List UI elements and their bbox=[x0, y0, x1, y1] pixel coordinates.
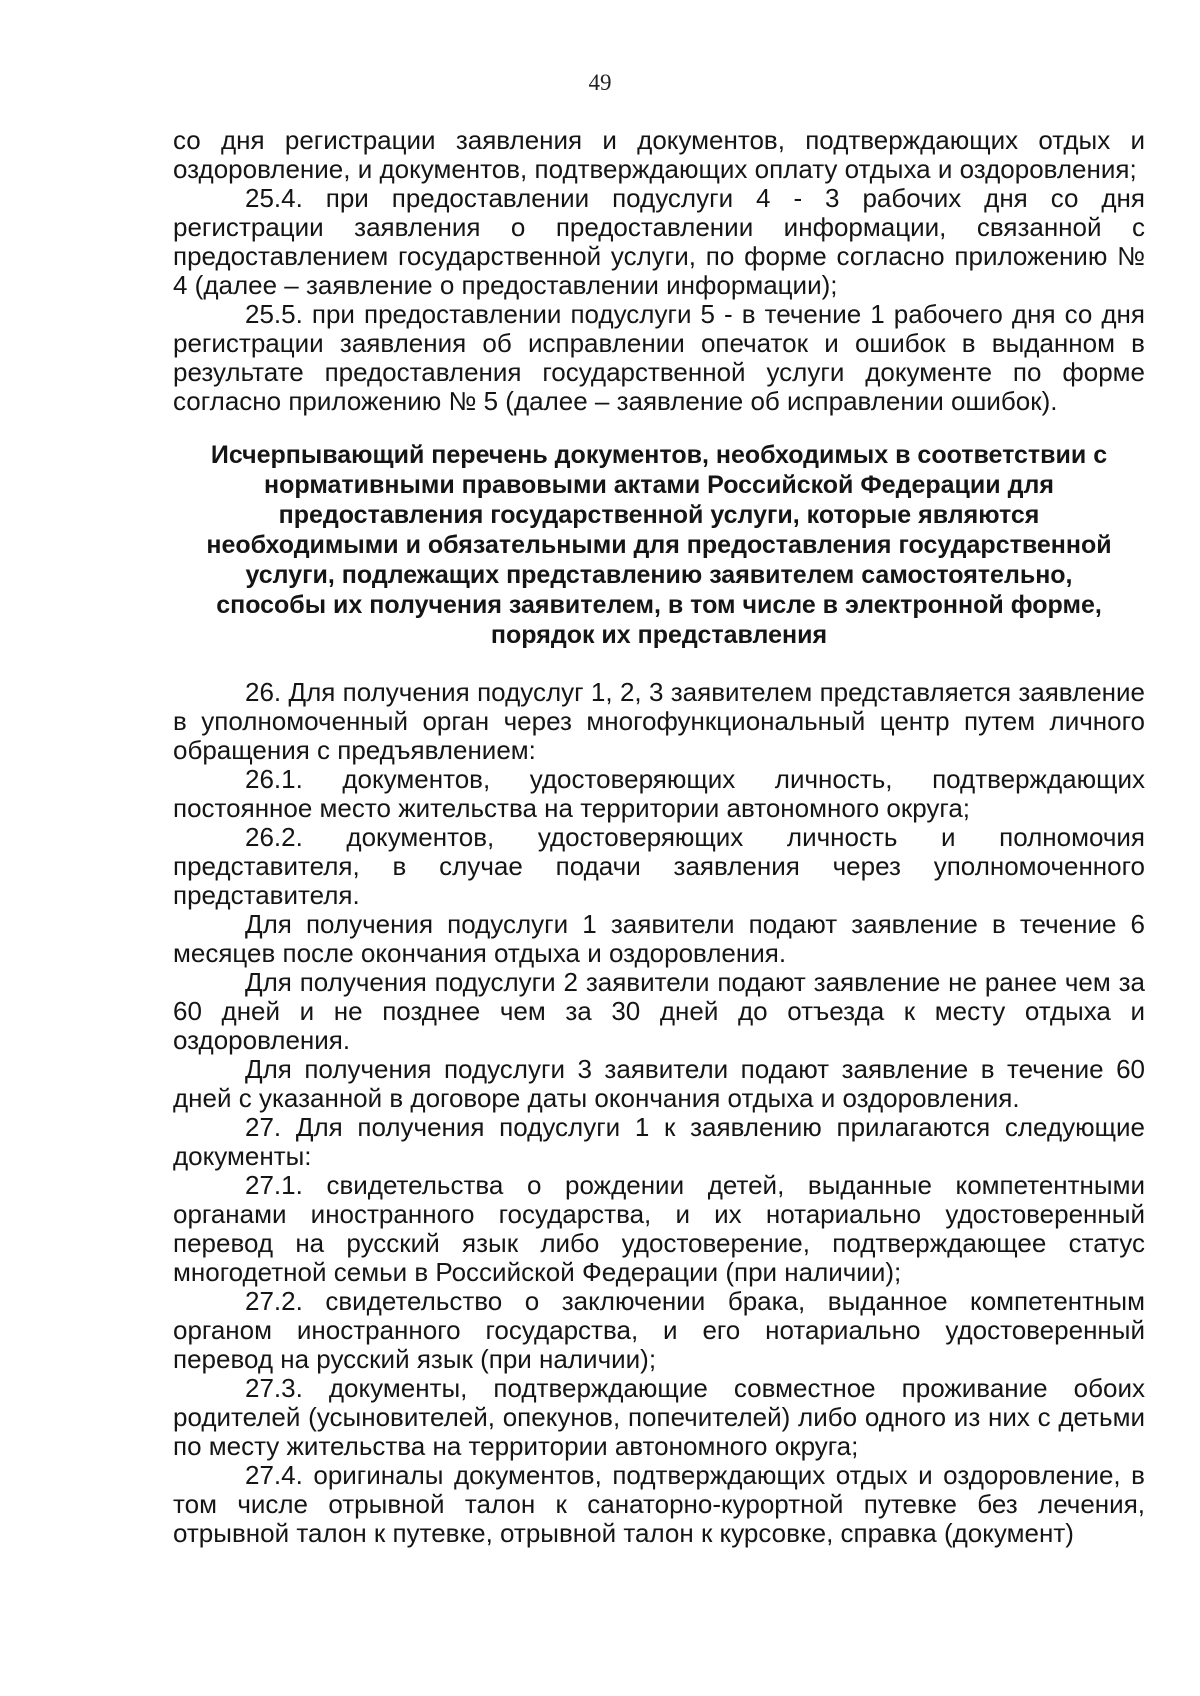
paragraph-27-3: 27.3. документы, подтверждающие совместное проживание обоих родителей (усыновителей, опекунов, попечителей) либо одного из них с детьми по месту жительства на территории автономного округа; bbox=[173, 1373, 1145, 1461]
paragraph-subservice-2-deadline: Для получения подуслуги 2 заявители подают заявление не ранее чем за 60 дней и не позднее чем за 30 дней до отъезда к месту отдыха и оздоровления. bbox=[173, 967, 1145, 1055]
paragraph-26-1: 26.1. документов, удостоверяющих личность, подтверждающих постоянное место жительства на территории автономного округа; bbox=[173, 764, 1145, 823]
bottom-paragraphs bbox=[173, 678, 1145, 1548]
document-body bbox=[173, 126, 1145, 1548]
paragraph-25-5: 25.5. при предоставлении подуслуги 5 - в течение 1 рабочего дня со дня регистрации заявления об исправлении опечаток и ошибок в выданном в результате предоставления государственной услуги документе по форме согласно приложению № 5 (далее – заявление об исправлении ошибок). bbox=[173, 299, 1145, 416]
paragraph-subservice-1-deadline: Для получения подуслуги 1 заявители подают заявление в течение 6 месяцев после окончания отдыха и оздоровления. bbox=[173, 909, 1145, 968]
paragraph-subservice-3-deadline: Для получения подуслуги 3 заявители подают заявление в течение 60 дней с указанной в договоре даты окончания отдыха и оздоровления. bbox=[173, 1054, 1145, 1113]
paragraph-27: 27. Для получения подуслуги 1 к заявлению прилагаются следующие документы: bbox=[173, 1112, 1145, 1171]
paragraph-27-4: 27.4. оригиналы документов, подтверждающих отдых и оздоровление, в том числе отрывной талон к санаторно-курортной путевке без лечения, отрывной талон к путевке, отрывной талон к курсовке, справка (документ) bbox=[173, 1460, 1145, 1548]
paragraph-27-1: 27.1. свидетельства о рождении детей, выданные компетентными органами иностранного государства, и их нотариально удостоверенный перевод на русский язык либо удостоверение, подтверждающее статус многодетной семьи в Российской Федерации (при наличии); bbox=[173, 1170, 1145, 1287]
paragraph-26: 26. Для получения подуслуг 1, 2, 3 заявителем представляется заявление в уполномоченный орган через многофункциональный центр путем личного обращения с предъявлением: bbox=[173, 677, 1145, 765]
section-heading: Исчерпывающий перечень документов, необходимых в соответствии с нормативными правовыми актами Российской Федерации для предоставления государственной услуги, которые являются необходимыми и обязательными для предоставления государственной услуги, подлежащих представлению заявителем самостоятельно, способы их получения заявителем, в том числе в электронной форме, порядок их представления bbox=[206, 441, 1112, 649]
page-number: 49 bbox=[588, 70, 612, 95]
top-paragraphs bbox=[173, 126, 1145, 416]
paragraph-registration-continuation: со дня регистрации заявления и документов, подтверждающих отдых и оздоровление, и документов, подтверждающих оплату отдыха и оздоровления; bbox=[173, 125, 1145, 184]
paragraph-25-4: 25.4. при предоставлении подуслуги 4 - 3 рабочих дня со дня регистрации заявления о предоставлении информации, связанной с предоставлением государственной услуги, по форме согласно приложению № 4 (далее – заявление о предоставлении информации); bbox=[173, 183, 1145, 300]
paragraph-27-2: 27.2. свидетельство о заключении брака, выданное компетентным органом иностранного государства, и его нотариально удостоверенный перевод на русский язык (при наличии); bbox=[173, 1286, 1145, 1374]
paragraph-26-2: 26.2. документов, удостоверяющих личность и полномочия представителя, в случае подачи заявления через уполномоченного представителя. bbox=[173, 822, 1145, 910]
